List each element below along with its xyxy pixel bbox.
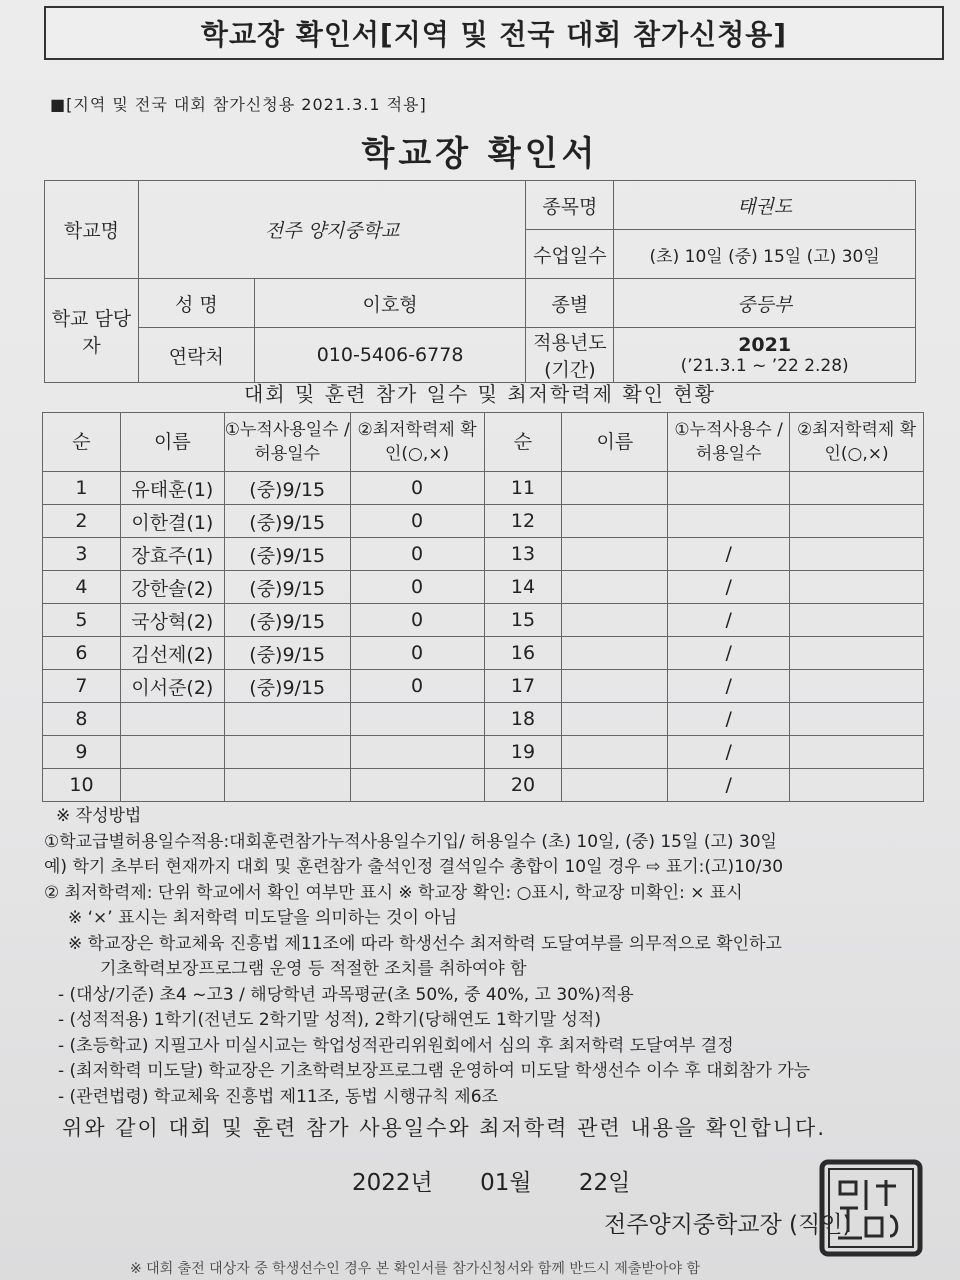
row-no-2: 17 [484,670,562,703]
row-days: (중)9/15 [224,505,350,538]
row-name: 김선제(2) [120,637,224,670]
type-label: 종별 [526,279,614,328]
row-name-2 [562,571,668,604]
header-title: 학교장 확인서[지역 및 전국 대회 참가신청용] [200,18,788,51]
row-no: 7 [43,670,121,703]
type-value: 중등부 [614,279,916,328]
table-row [43,505,924,538]
row-no: 5 [43,604,121,637]
manager-label: 학교 담당자 [45,279,139,383]
table-row [43,472,924,505]
contact-label: 연락처 [138,328,254,383]
table-row [43,604,924,637]
row-name-2 [562,538,668,571]
row-days-2 [668,472,790,505]
year-label: 적용년도 (기간) [526,328,614,383]
row-name-2 [562,670,668,703]
date-month: 01월 [480,1170,532,1196]
instruction-line: ② 최저학력제: 단위 학교에서 확인 여부만 표시 ※ 학교장 확인: ○표시, 학교장 미확인: × 표시 [44,882,743,903]
instruction-line: - (최저학력 미도달) 학교장은 기초학력보장프로그램 운영하여 미도달 학생선수 이수 후 대회참가 가능 [58,1061,811,1081]
row-days: (중)9/15 [224,637,350,670]
row-days-2: / [668,736,790,769]
row-check: 0 [350,472,484,505]
instruction-line: - (초등학교) 지필고사 미실시교는 학업성적관리위원회에서 심의 후 최저학력 도달여부 결정 [58,1035,734,1056]
col-header-days: ①누적사용일수 /허용일수 [224,413,350,472]
row-name-2 [562,769,668,802]
row-no-2: 16 [484,637,562,670]
table-row [43,736,924,769]
row-check: 0 [350,670,484,703]
row-no: 8 [43,703,121,736]
row-days: (중)9/15 [224,670,350,703]
row-no: 6 [43,637,121,670]
row-days [224,736,350,769]
row-check: 0 [350,604,484,637]
row-no-2: 15 [484,604,562,637]
col-header-no-2: 순 [484,413,562,472]
table-row [43,670,924,703]
instruction-line: ①학교급별허용일수적용:대회훈련참가누적사용일수기입/ 허용일수 (초) 10일, (중) 15일 (고) 30일 [44,831,777,852]
row-name: 국상혁(2) [120,604,224,637]
row-no: 10 [43,769,121,802]
col-header-name: 이름 [120,413,224,472]
row-days-2: / [668,769,790,802]
row-check: 0 [350,505,484,538]
table-row [43,703,924,736]
col-header-days-2: ①누적사용수 /허용일수 [668,413,790,472]
row-check-2 [790,736,924,769]
instruction-line: - (관련법령) 학교체육 진흥법 제11조, 동법 시행규칙 제6조 [58,1086,498,1107]
school-value: 전주 양지중학교 [138,181,526,279]
row-no: 2 [43,505,121,538]
row-days: (중)9/15 [224,604,350,637]
year-value: 2021 [738,334,792,356]
row-check: 0 [350,637,484,670]
info-table [44,180,916,383]
official-seal-stamp [818,1158,924,1258]
instruction-line: - (성적적용) 1학기(전년도 2학기말 성적), 2학기(당해연도 1학기말 성적) [58,1010,601,1030]
signer: 전주양지중학교장 (직인) [604,1212,852,1238]
row-name: 강한솔(2) [120,571,224,604]
instruction-line: ※ 학교장은 학교체육 진흥법 제11조에 따라 학생선수 최저학력 도달여부를 의무적으로 확인하고 [68,933,782,954]
instruction-line: ※ 작성방법 [56,806,142,826]
days-value: (초) 10일 (중) 15일 (고) 30일 [614,230,916,279]
row-name: 이한결(1) [120,505,224,538]
col-header-name-2: 이름 [562,413,668,472]
name-label: 성 명 [138,279,254,328]
row-days-2: / [668,571,790,604]
participation-table [42,412,924,802]
row-name-2 [562,472,668,505]
row-days-2: / [668,703,790,736]
document-title: 학교장 확인서 [361,134,599,174]
row-check-2 [790,505,924,538]
instruction-line: 예) 학기 초부터 현재까지 대회 및 훈련참가 출석인정 결석일수 총합이 10일 경우 ⇨ 표기:(고)10/30 [44,857,784,877]
year-cell [614,328,916,383]
row-days-2: / [668,670,790,703]
section-title: 대회 및 훈련 참가 일수 및 최저학력제 확인 현황 [244,382,716,406]
row-check-2 [790,538,924,571]
contact-value: 010-5406-6778 [254,328,526,383]
row-days-2: / [668,637,790,670]
row-days-2: / [668,604,790,637]
row-days: (중)9/15 [224,538,350,571]
row-name: 유태훈(1) [120,472,224,505]
row-check: 0 [350,538,484,571]
table-row [43,571,924,604]
row-check-2 [790,769,924,802]
row-no: 9 [43,736,121,769]
instructions [44,804,944,1110]
row-no-2: 19 [484,736,562,769]
row-check-2 [790,637,924,670]
row-name: 이서준(2) [120,670,224,703]
row-check-2 [790,571,924,604]
row-no: 3 [43,538,121,571]
row-name-2 [562,637,668,670]
event-value: 태권도 [614,181,916,230]
row-check-2 [790,670,924,703]
row-name-2 [562,736,668,769]
row-days: (중)9/15 [224,472,350,505]
row-check: 0 [350,571,484,604]
header-title-box [44,6,944,60]
confirm-statement: 위와 같이 대회 및 훈련 참가 사용일수와 최저학력 관련 내용을 확인합니다. [62,1116,827,1140]
days-label: 수업일수 [526,230,614,279]
row-days [224,769,350,802]
row-no-2: 20 [484,769,562,802]
instruction-line: - (대상/기준) 초4 ~고3 / 해당학년 과목평균(초 50%, 중 40%, 고 30%)적용 [58,984,634,1005]
col-header-check-2: ②최저학력제 확인(○,×) [790,413,924,472]
col-header-check: ②최저학력제 확인(○,×) [350,413,484,472]
school-label: 학교명 [45,181,139,279]
period-value: (’21.3.1 ~ ’22 2.28) [680,356,849,376]
table-row [43,769,924,802]
sub-note: ■[지역 및 전국 대회 참가신청용 2021.3.1 적용] [50,95,427,114]
row-days-2 [668,505,790,538]
row-name-2 [562,604,668,637]
row-days [224,703,350,736]
row-no-2: 13 [484,538,562,571]
issue-date [352,1164,670,1197]
col-header-no: 순 [43,413,121,472]
row-no: 4 [43,571,121,604]
row-check [350,769,484,802]
row-check [350,703,484,736]
table-row [43,637,924,670]
table-header-row [43,413,924,472]
row-check-2 [790,604,924,637]
row-days: (중)9/15 [224,571,350,604]
instruction-line: ※ ‘×’ 표시는 최저학력 미도달을 의미하는 것이 아님 [68,908,458,928]
footer-note: ※ 대회 출전 대상자 중 학생선수인 경우 본 확인서를 참가신청서와 함께 반드시 제출받아야 함 [130,1261,700,1277]
date-year: 2022년 [352,1170,433,1196]
row-name: 장효주(1) [120,538,224,571]
row-check-2 [790,703,924,736]
row-name-2 [562,703,668,736]
row-days-2: / [668,538,790,571]
row-no-2: 11 [484,472,562,505]
table-row [43,538,924,571]
row-no-2: 18 [484,703,562,736]
row-no: 1 [43,472,121,505]
row-no-2: 12 [484,505,562,538]
row-name [120,736,224,769]
event-label: 종목명 [526,181,614,230]
date-day: 22일 [578,1170,631,1196]
row-check-2 [790,472,924,505]
row-no-2: 14 [484,571,562,604]
row-name [120,703,224,736]
row-name [120,769,224,802]
row-check [350,736,484,769]
name-value: 이호형 [254,279,526,328]
instruction-line: 기초학력보장프로그램 운영 등 적절한 조치를 취하여야 함 [100,959,527,979]
row-name-2 [562,505,668,538]
